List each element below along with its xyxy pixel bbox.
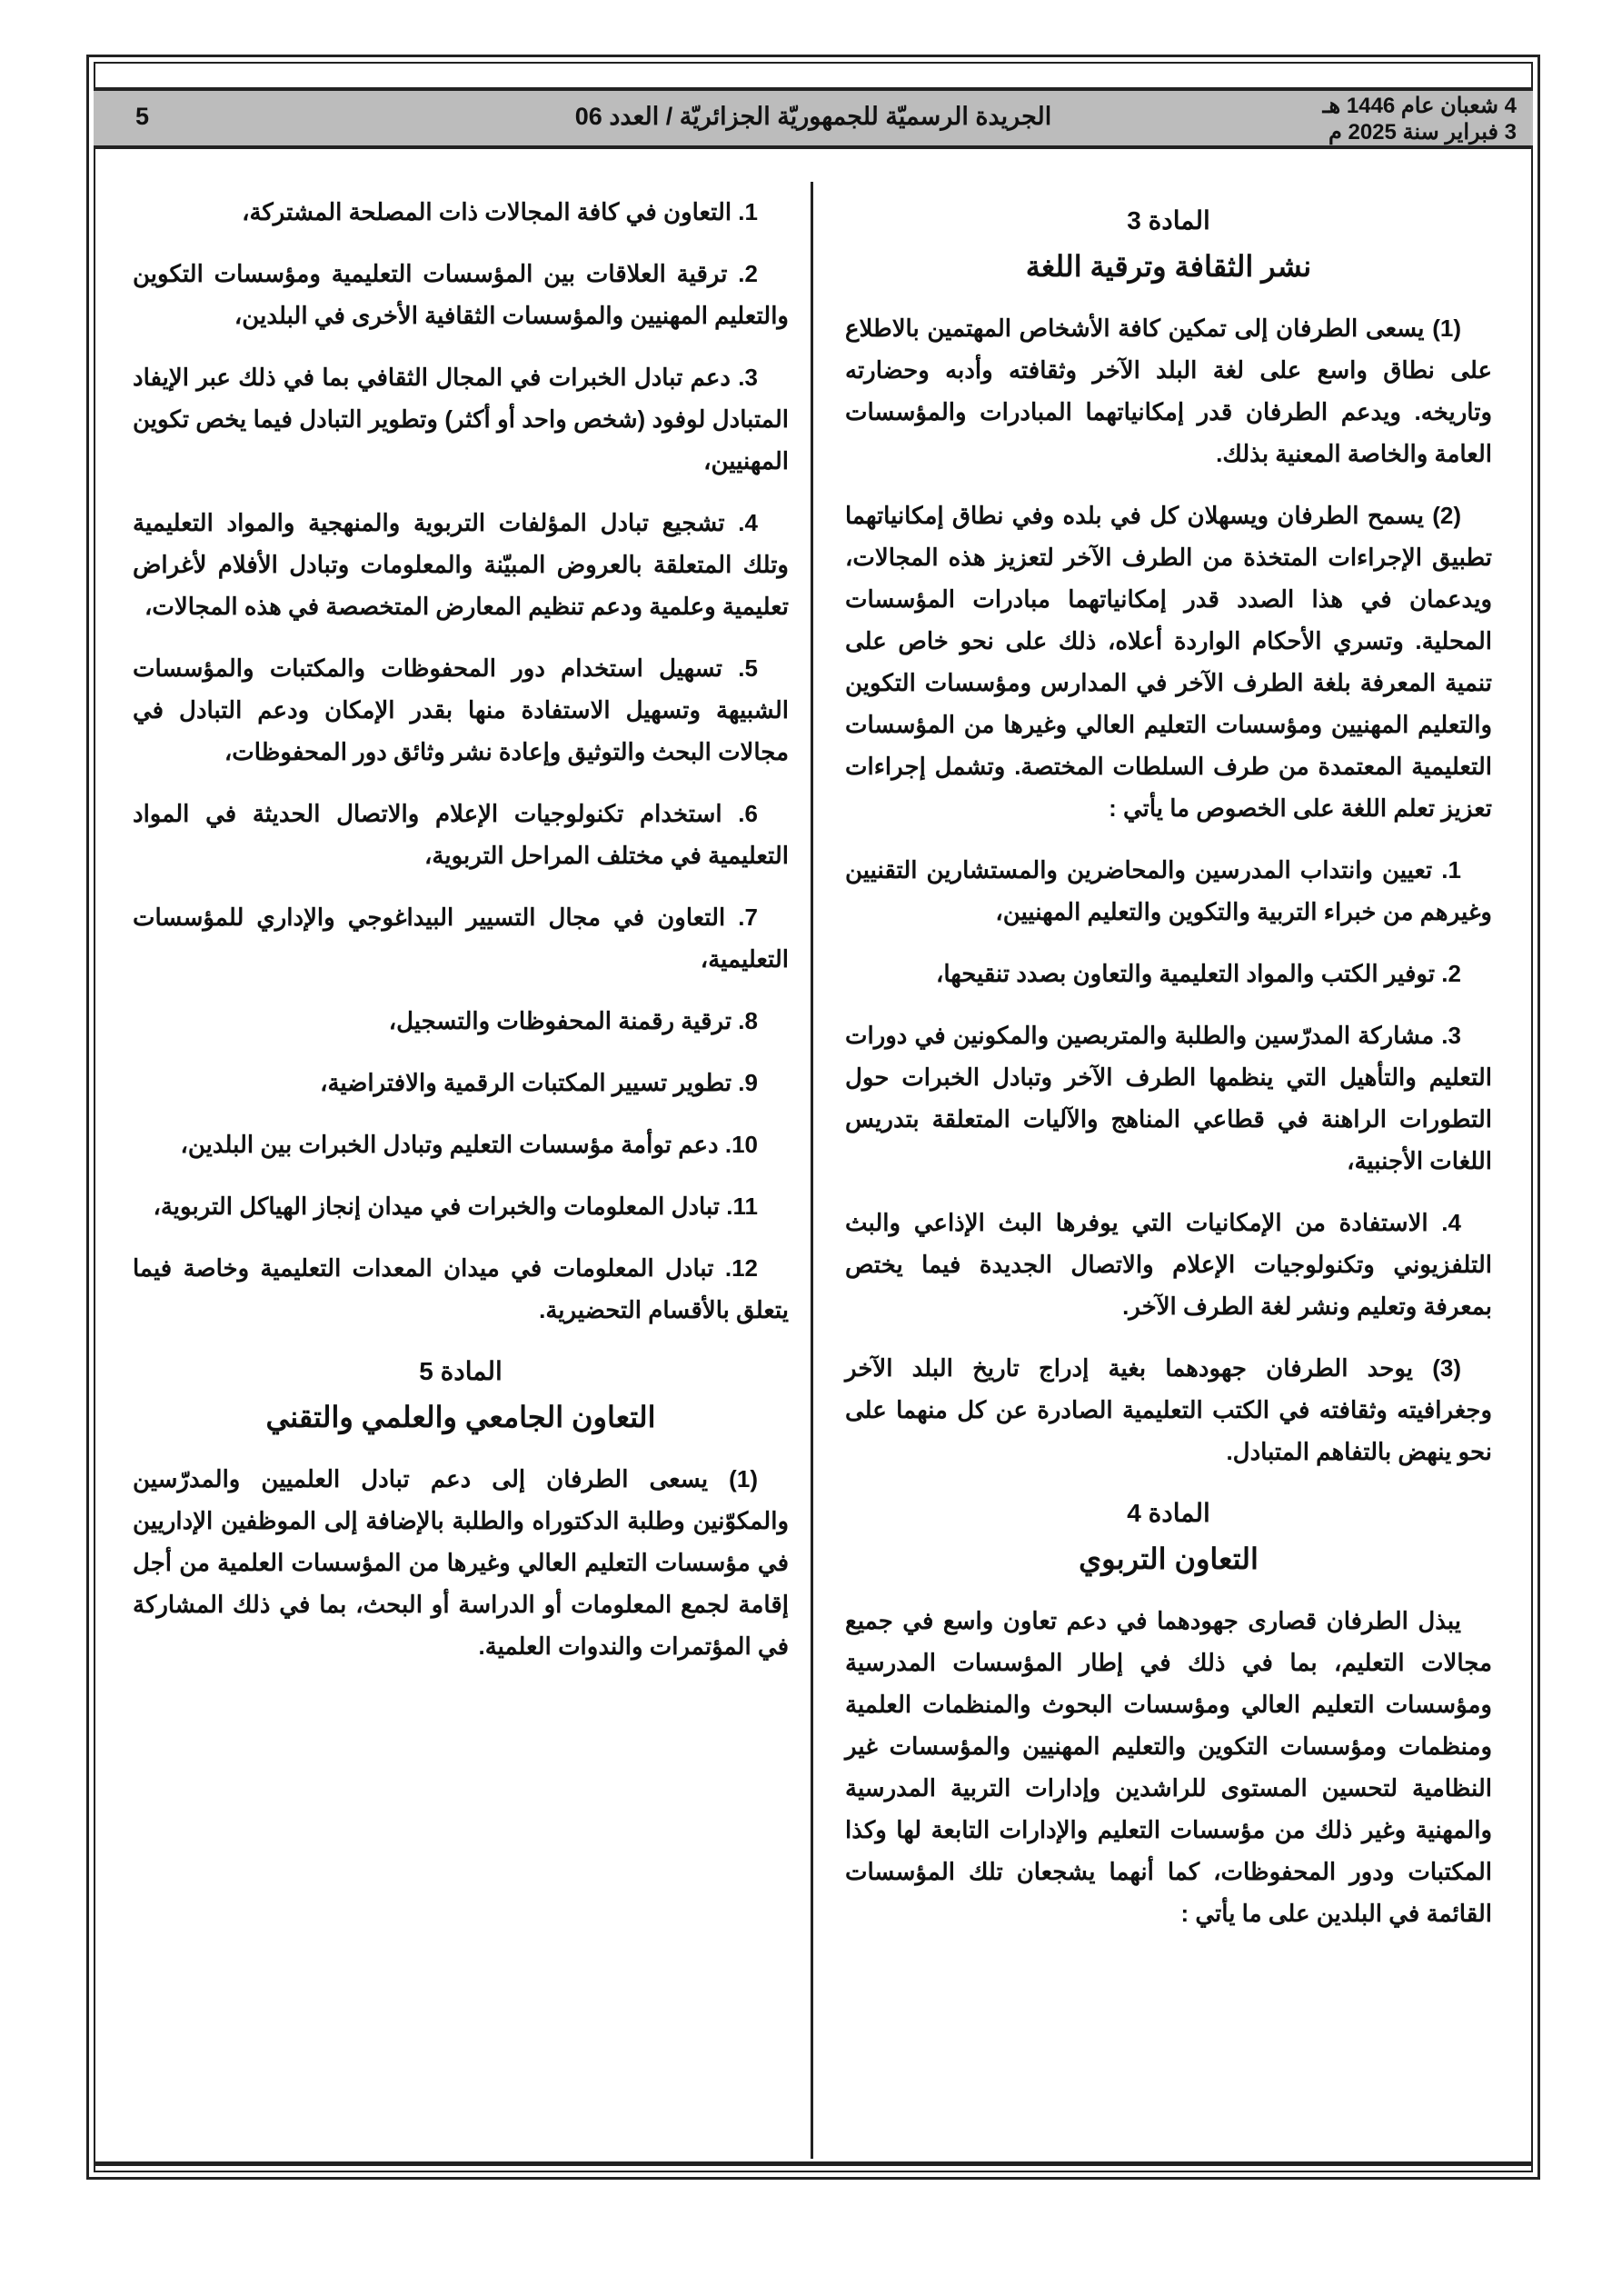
date-gregorian: 3 فبراير سنة 2025 م [1328,120,1517,145]
column-divider [811,182,813,2159]
list-item: 3. مشاركة المدرّسين والطلبة والمتربصين والمكونين في دورات التعليم والتأهيل التي ينظمها الطرف الآخر وتبادل الخبرات حول التطورات الراهنة في قطاعي المناهج والآليات المتعلقة بتدريس اللغات الأجنبية، [845,1022,1492,1174]
list-item: 3. دعم تبادل الخبرات في المجال الثقافي بما في ذلك عبر الإيفاد المتبادل لوفود (شخص واحد أو أكثر) وتطوير التبادل فيما يخص تكوين المهنيين، [133,364,789,474]
bottom-rule [94,2161,1533,2166]
paragraph: (1) يسعى الطرفان إلى تمكين كافة الأشخاص المهتمين بالاطلاع على نطاق واسع على لغة البلد الآخر وثقافته وأدبه وحضارته وتاريخه. ويدعم الطرفان قدر إمكانياتهما المبادرات والمؤسسات العامة والخاصة المعنية بذلك. [845,314,1492,467]
article-3-title: نشر الثقافة وترقية اللغة [1025,250,1312,283]
article-5-heading: المادة 5 [419,1357,503,1385]
list-item: 5. تسهيل استخدام دور المحفوظات والمكتبات والمؤسسات الشبيهة وتسهيل الاستفادة منها بقدر الإمكان ودعم التبادل في مجالات البحث والتوثيق وإعادة نشر وثائق دور المحفوظات، [133,654,789,765]
paragraph: (2) يسمح الطرفان ويسهلان كل في بلده وفي نطاق إمكانياتهما تطبيق الإجراءات المتخذة من الطرف الآخر لتعزيز هذه المجالات، ويدعمان في هذا الصدد قدر إمكانياتهما مبادرات المؤسسات المحلية. وتسري الأحكام الواردة أعلاه، ذلك على نحو خاص على تنمية المعرفة بلغة الطرف الآخر في المدارس ومؤسسات التكوين والتعليم المهنيين ومؤسسات التعليم العالي وغيرها من المؤسسات التعليمية المعتمدة من طرف السلطات المختصة. وتشمل إجراءات تعزيز تعلم اللغة على الخصوص ما يأتي : [845,502,1492,822]
list-item: 8. ترقية رقمنة المحفوظات والتسجيل، [388,1007,758,1034]
list-item: 10. دعم توأمة مؤسسات التعليم وتبادل الخبرات بين البلدين، [180,1131,758,1158]
list-item: 4. الاستفادة من الإمكانيات التي يوفرها البث الإذاعي والبث التلفزيوني وتكنولوجيات الإعلام والاتصال الجديدة فيما يختص بمعرفة وتعليم ونشر لغة الطرف الآخر. [845,1209,1492,1320]
page-number: 5 [135,103,150,130]
gazette-header [94,87,1533,149]
list-item: 9. تطوير تسيير المكتبات الرقمية والافتراضية، [320,1069,758,1096]
list-item: 1. تعيين وانتداب المدرسين والمحاضرين والمستشارين التقنيين وغيرهم من خبراء التربية والتكوين والتعليم المهنيين، [845,856,1492,925]
article-4-heading: المادة 4 [1127,1499,1210,1527]
article-5-title: التعاون الجامعي والعلمي والتقني [265,1401,656,1433]
list-item: 2. ترقية العلاقات بين المؤسسات التعليمية ومؤسسات التكوين والتعليم المهنيين والمؤسسات الثقافية الأخرى في البلدين، [133,260,789,329]
list-item: 6. استخدام تكنولوجيات الإعلام والاتصال الحديثة في المواد التعليمية في مختلف المراحل التربوية، [133,800,789,869]
gazette-title: الجريدة الرسميّة للجمهوريّة الجزائريّة / العدد 06 [574,103,1052,130]
article-3-heading: المادة 3 [1127,206,1210,235]
article-4-title: التعاون التربوي [1079,1542,1259,1575]
paragraph: (1) يسعى الطرفان إلى دعم تبادل العلميين والمدرّسين والمكوّنين وطلبة الدكتوراه والطلبة بالإضافة إلى الموظفين الإداريين في مؤسسات التعليم العالي وغيرها من المؤسسات العلمية من أجل إقامة لجمع المعلومات أو الدراسة أو البحث، بما في ذلك المشاركة في المؤتمرات والندوات العلمية. [133,1465,789,1660]
list-item: 4. تشجيع تبادل المؤلفات التربوية والمنهجية والمواد التعليمية وتلك المتعلقة بالعروض المبيّنة والمعلومات وتبادل الأفلام لأغراض تعليمية وعلمية ودعم تنظيم المعارض المتخصصة في هذه المجالات، [133,509,789,620]
list-item: 11. تبادل المعلومات والخبرات في ميدان إنجاز الهياكل التربوية، [153,1193,758,1220]
right-column [845,191,1492,1954]
paragraph: يبذل الطرفان قصارى جهودهما في دعم تعاون واسع في جميع مجالات التعليم، بما في ذلك في إطار المؤسسات المدرسية ومؤسسات التعليم العالي ومؤسسات البحوث والمنظمات العلمية ومنظمات ومؤسسات التكوين والتعليم المهنيين والمؤسسات غير النظامية لتحسين المستوى للراشدين وإدارات التربية المدرسية والمهنية وغير ذلك من مؤسسات التعليم والإدارات التابعة لها وكذا المكتبات ودور المحفوظات، كما أنهما يشجعان تلك المؤسسات القائمة في البلدين على ما يأتي : [845,1607,1492,1927]
list-item: 12. تبادل المعلومات في ميدان المعدات التعليمية وخاصة فيما يتعلق بالأقسام التحضيرية. [133,1254,789,1323]
date-hijri: 4 شعبان عام 1446 هـ [1322,94,1517,118]
list-item: 7. التعاون في مجال التسيير البيداغوجي والإداري للمؤسسات التعليمية، [133,903,789,973]
list-item: 1. التعاون في كافة المجالات ذات المصلحة المشتركة، [242,198,758,225]
list-item: 2. توفير الكتب والمواد التعليمية والتعاون بصدد تنقيحها، [935,960,1461,987]
left-column [133,191,789,1687]
paragraph: (3) يوحد الطرفان جهودهما بغية إدراج تاريخ البلد الآخر وجغرافيته وثقافته في الكتب التعليمية الصادرة عن كل منهما على نحو ينهض بالتفاهم المتبادل. [845,1354,1492,1465]
